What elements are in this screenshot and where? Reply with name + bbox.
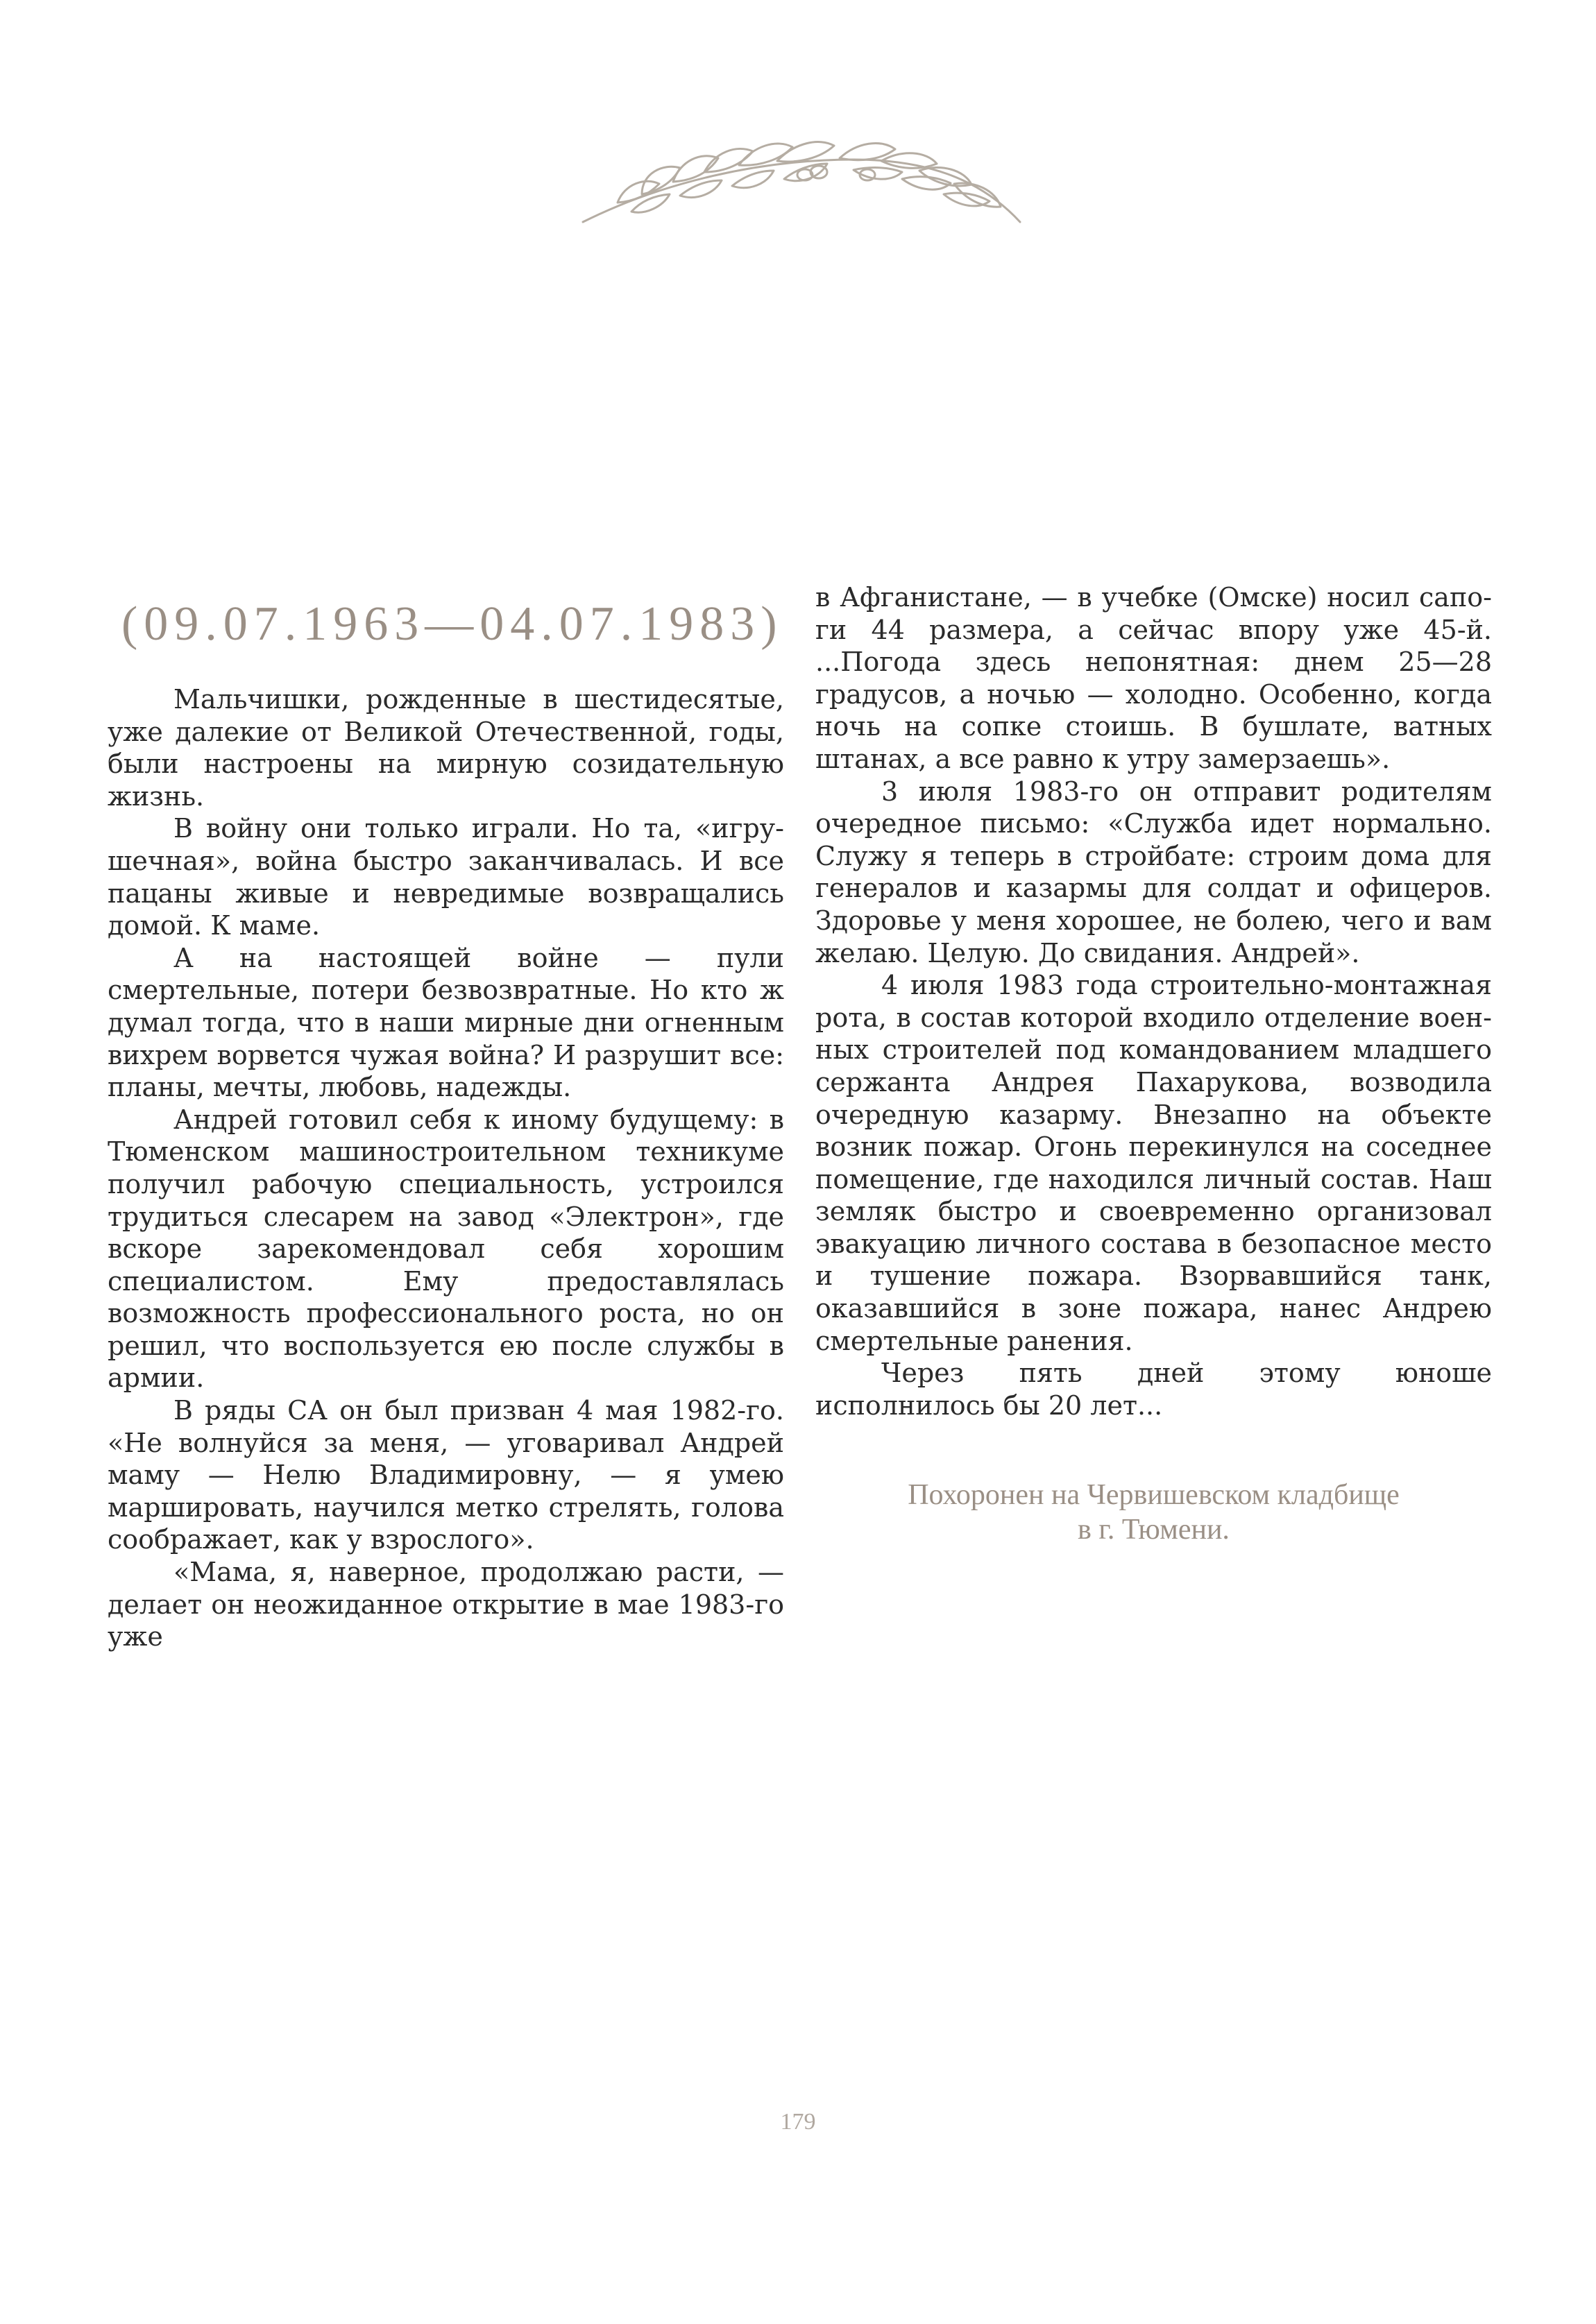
paragraph: Андрей готовил себя к иному будущему: в Тюменском машиностроительном техникуме получил рабочую специальность, устроился трудиться слесарем на завод «Электрон», где вскоре зарекомендовал себя хорошим специалистом. Ему предоставлялась возможность профессионального роста, но он решил, что воспользуется ею после службы в армии. (108, 1104, 784, 1394)
burial-line: в г. Тюмени. (1078, 1514, 1230, 1546)
paragraph: 4 июля 1983 года строительно-монтажная рота, в состав которой входило отделение военных строителей под командованием младшего сержанта Андрея Пахарукова, возводила очередную казарму. Внезапно на объекте возник пожар. Огонь перекинулся на соседнее помещение, где находился личный состав. Наш земляк быстро и своевременно организовал эвакуацию личного состава в безопасное место и тушение пожара. Взорвавшийся танк, оказавшийся в зоне пожара, нанес Андрею смертельные ранения. (815, 970, 1492, 1356)
left-column (108, 683, 784, 1653)
right-column (815, 581, 1492, 1421)
life-dates: (09.07.1963—04.07.1983) (121, 597, 783, 651)
page-number: 179 (780, 2109, 816, 2135)
paragraph: А на настоящей войне — пули смертельные, потери безвозвратные. Но кто ж думал тогда, что в наши мирные дни огненным вихрем ворвется чужая война? И разрушит все: планы, мечты, любовь, надежды. (108, 942, 784, 1103)
paragraph: Мальчишки, рожденные в шестидесятые, уже далекие от Великой Отечественной, годы, были настроены на мирную созидательную жизнь. (108, 684, 784, 812)
paragraph: В ряды СА он был призван 4 мая 1982-го. «Не волнуйся за меня, — уговаривал Андрей маму — Нелю Владимировну, — я умею маршировать, научился метко стрелять, голова соображает, как у взрослого». (108, 1395, 784, 1555)
burial-line: Похоронен на Червишевском кладбище (908, 1479, 1400, 1511)
paragraph: В войну они только играли. Но та, «игрушечная», война быстро заканчивалась. И все пацаны живые и невредимые возвращались домой. К маме. (108, 813, 784, 941)
burial-note (815, 1478, 1492, 1547)
laurel-branch-icon (576, 118, 1027, 236)
paragraph: в Афганистане, — в учебке (Омске) носил сапоги 44 размера, а сейчас впору уже 45-й. ...Погода здесь непонятная: днем 25—28 градусов, а ночью — холодно. Особенно, когда ночь на сопке стоишь. В бушлате, ватных штанах, а все равно к утру замерзаешь». (815, 582, 1492, 774)
paragraph: «Мама, я, наверное, продолжаю расти, — делает он неожиданное открытие в мае 1983-го уже (108, 1557, 784, 1652)
paragraph: 3 июля 1983-го он отправит родителям очередное письмо: «Служба идет нормально. Служу я теперь в стройбате: строим дома для генералов и казармы для солдат и офицеров. Здоровье у меня хорошее, не болею, чего и вам желаю. Целую. До свидания. Андрей». (815, 776, 1492, 968)
paragraph: Через пять дней этому юноше исполнилось бы 20 лет... (815, 1358, 1492, 1421)
